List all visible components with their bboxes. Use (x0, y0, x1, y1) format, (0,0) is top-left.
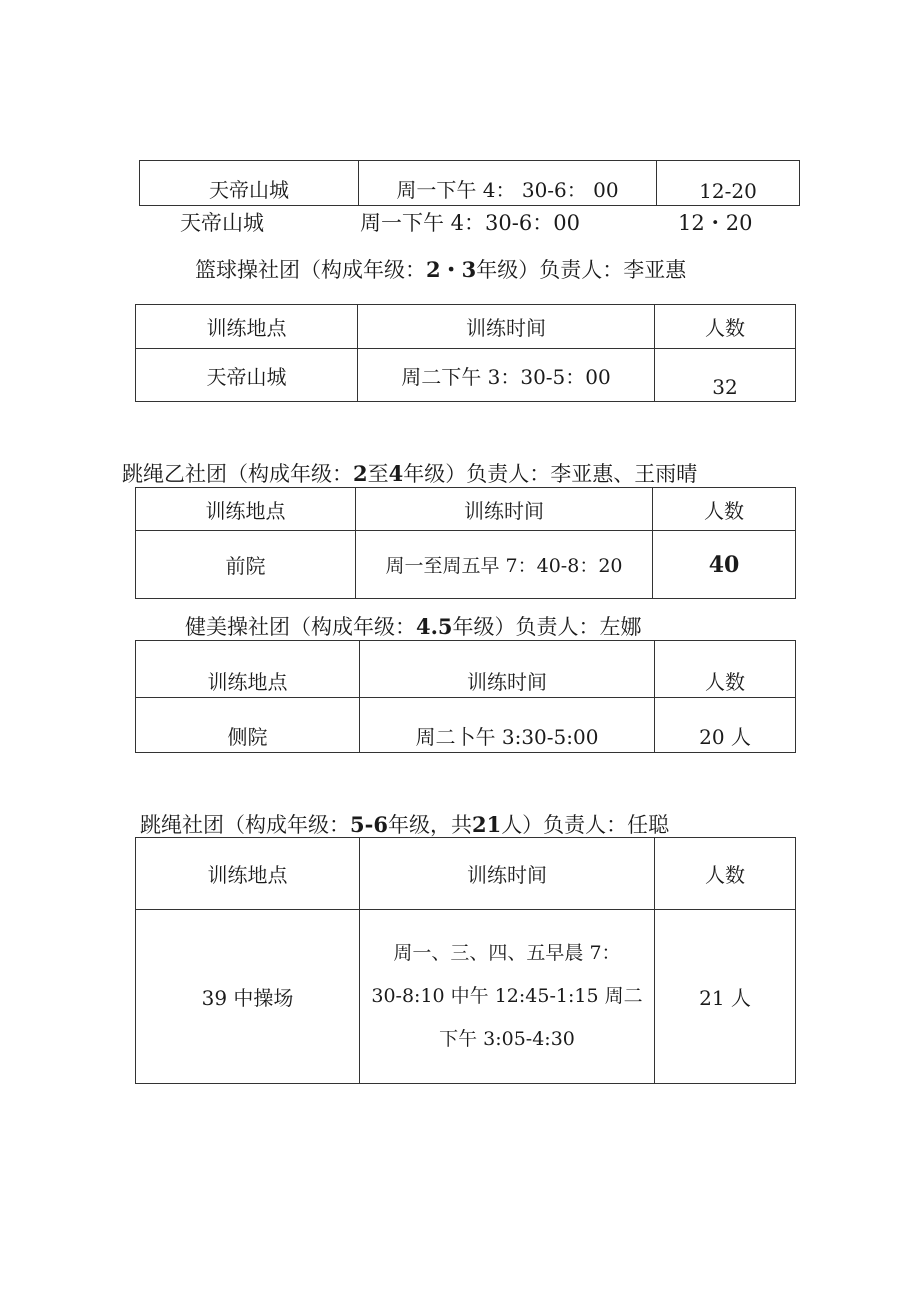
header-time: 训练时间 (358, 305, 655, 349)
basketball-table (135, 304, 796, 402)
table-row (136, 698, 796, 753)
table-row (140, 161, 800, 206)
table-row (136, 349, 796, 402)
table-header-row (136, 305, 796, 349)
repeat-count: 12・20 (678, 211, 753, 235)
table-row (136, 910, 796, 1084)
header-count: 人数 (655, 838, 796, 910)
table-row (136, 531, 796, 599)
time-cell: 周二下午 3：30-5：00 (358, 349, 655, 402)
location-cell: 前院 (136, 531, 356, 599)
time-cell: 周二卜午 3:30-5:00 (360, 698, 655, 753)
fragment-table (139, 160, 800, 206)
time-cell: 周一下午 4： 30-6： 00 (359, 161, 657, 206)
header-count: 人数 (655, 641, 796, 698)
header-time: 训练时间 (356, 488, 653, 531)
table-header-row (136, 488, 796, 531)
jump-heading: 跳绳社团（构成年级：5-6年级，共21人）负责人：任聪 (140, 812, 670, 837)
header-count: 人数 (655, 305, 796, 349)
location-cell: 天帝山城 (140, 161, 359, 206)
count-cell: 40 (653, 531, 796, 599)
count-cell: 20 人 (655, 698, 796, 753)
header-location: 训练地点 (136, 305, 358, 349)
location-cell: 天帝山城 (136, 349, 358, 402)
header-time: 训练时间 (360, 838, 655, 910)
table-header-row (136, 838, 796, 910)
jump-b-table (135, 487, 796, 599)
location-cell: 39 中操场 (136, 910, 360, 1084)
count-cell: 12-20 (657, 161, 800, 206)
header-time: 训练时间 (360, 641, 655, 698)
aerobics-table (135, 640, 796, 753)
count-cell: 21 人 (655, 910, 796, 1084)
repeat-time: 周一下午 4：30-6：00 (360, 211, 580, 235)
count-cell: 32 (655, 349, 796, 402)
header-location: 训练地点 (136, 488, 356, 531)
time-line: 下午 3:05-4:30 (439, 1028, 575, 1050)
basketball-heading: 篮球操社团（构成年级：2・3年级）负责人：李亚惠 (195, 257, 687, 282)
header-location: 训练地点 (136, 838, 360, 910)
time-cell: 周一至周五早 7：40-8：20 (356, 531, 653, 599)
time-line: 30-8:10 中午 12:45-1:15 周二 (371, 985, 643, 1007)
repeat-location: 天帝山城 (180, 211, 264, 235)
table-header-row (136, 641, 796, 698)
header-location: 训练地点 (136, 641, 360, 698)
header-count: 人数 (653, 488, 796, 531)
aerobics-heading: 健美操社团（构成年级：4.5年级）负责人：左娜 (185, 614, 642, 639)
jump-table (135, 837, 796, 1084)
time-line: 周一、三、四、五早晨 7： (393, 942, 621, 964)
jump-b-heading: 跳绳乙社团（构成年级：2至4年级）负责人：李亚惠、王雨晴 (122, 461, 698, 486)
time-cell (360, 910, 655, 1084)
location-cell: 侧院 (136, 698, 360, 753)
